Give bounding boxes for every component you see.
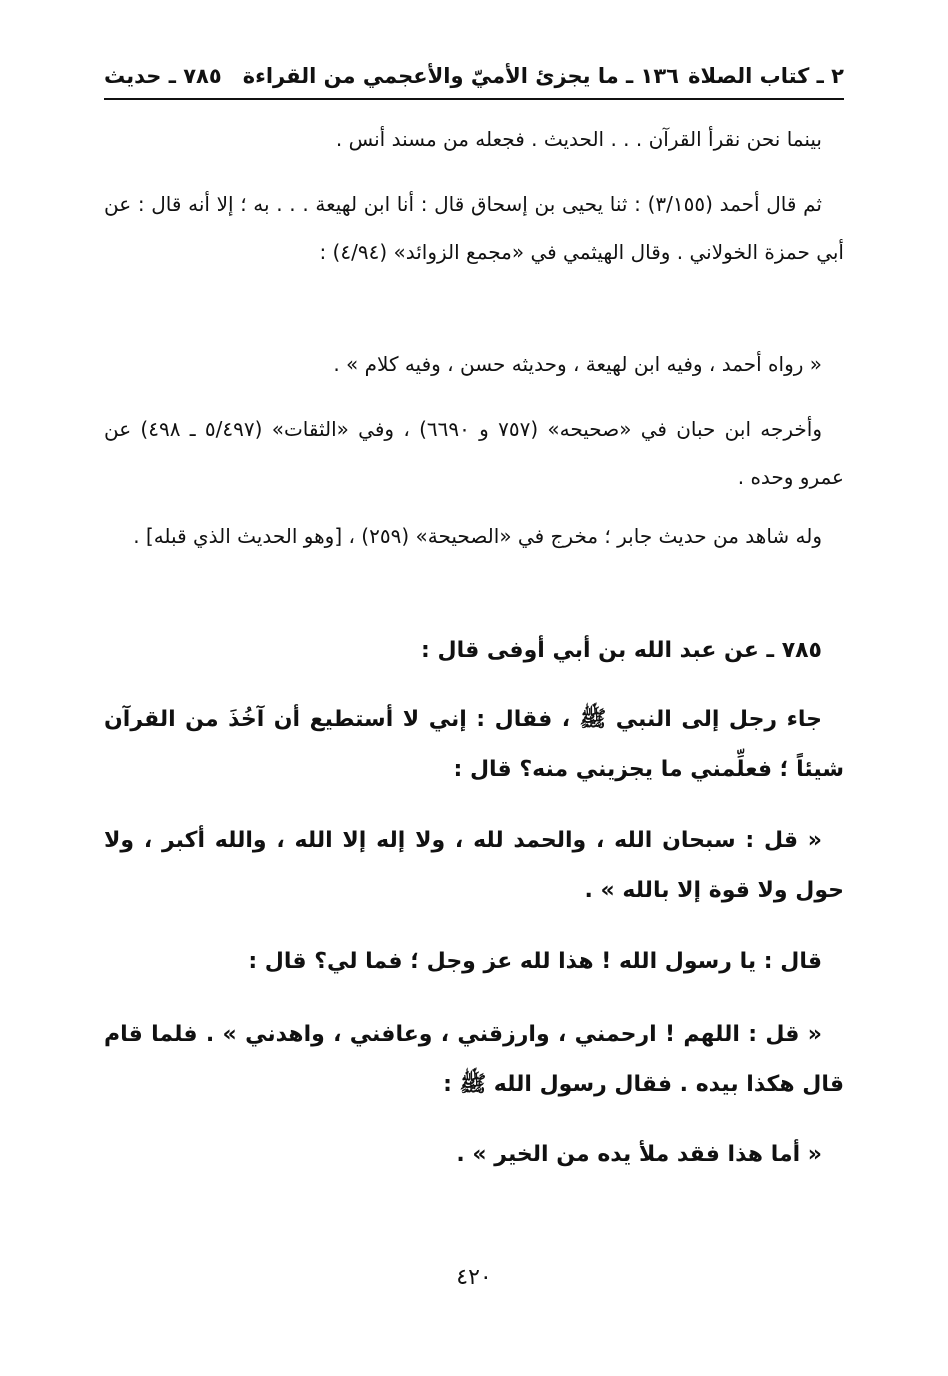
paragraph-2: ثم قال أحمد (٣/١٥٥) : ثنا يحيى بن إسحاق قال : أنا ابن لهيعة . . . به ؛ إلا أنه قال : عن أبي حمزة الخولاني . وقال الهيثمي في «مجمع الزوائد» (٤/٩٤) : xyxy=(104,192,844,264)
hadith-text-1: جاء رجل إلى النبي ﷺ ، فقال : إني لا أستطيع أن آخُذَ من القرآن شيئاً ؛ فعلِّمني ما يجزيني منه؟ قال : xyxy=(104,707,844,782)
hadith-text-2: « قل : سبحان الله ، والحمد لله ، ولا إله إلا الله ، والله أكبر ، ولا حول ولا قوة إلا بالله » . xyxy=(104,828,844,903)
hadith-text-4: « قل : اللهم ! ارحمني ، وارزقني ، وعافني ، واهدني » . فلما قام قال هكذا بيده . فقال رسول الله ﷺ : xyxy=(104,1022,844,1097)
paragraph-1: بينما نحن نقرأ القرآن . . . الحديث . فجعله من مسند أنس . xyxy=(335,127,822,151)
paragraph-5: وله شاهد من حديث جابر ؛ مخرج في «الصحيحة» (٢٥٩) ، [وهو الحديث الذي قبله] . xyxy=(133,524,822,548)
paragraph-4: وأخرجه ابن حبان في «صحيحه» (٧٥٧ و ٦٦٩٠) ، وفي «الثقات» (٥/٤٩٧ ـ ٤٩٨) عن عمرو وحده . xyxy=(104,417,844,489)
header-rule xyxy=(104,98,844,100)
hadith-text-5: « أما هذا فقد ملأ يده من الخير » . xyxy=(456,1142,822,1167)
header-book-title: ٢ ـ كتاب الصلاة xyxy=(688,64,844,88)
page-number: ٤٢٠ xyxy=(456,1265,492,1290)
header-hadith-number: ٧٨٥ ـ حديث xyxy=(104,64,222,88)
header-chapter-title: ١٣٦ ـ ما يجزئ الأميّ والأعجمي من القراءة xyxy=(242,64,679,88)
hadith-text-3: قال : يا رسول الله ! هذا لله عز وجل ؛ فما لي؟ قال : xyxy=(248,949,822,974)
hadith-heading: ٧٨٥ ـ عن عبد الله بن أبي أوفى قال : xyxy=(421,638,822,663)
paragraph-3: « رواه أحمد ، وفيه ابن لهيعة ، وحديثه حسن ، وفيه كلام » . xyxy=(333,352,822,376)
running-header xyxy=(104,56,844,96)
